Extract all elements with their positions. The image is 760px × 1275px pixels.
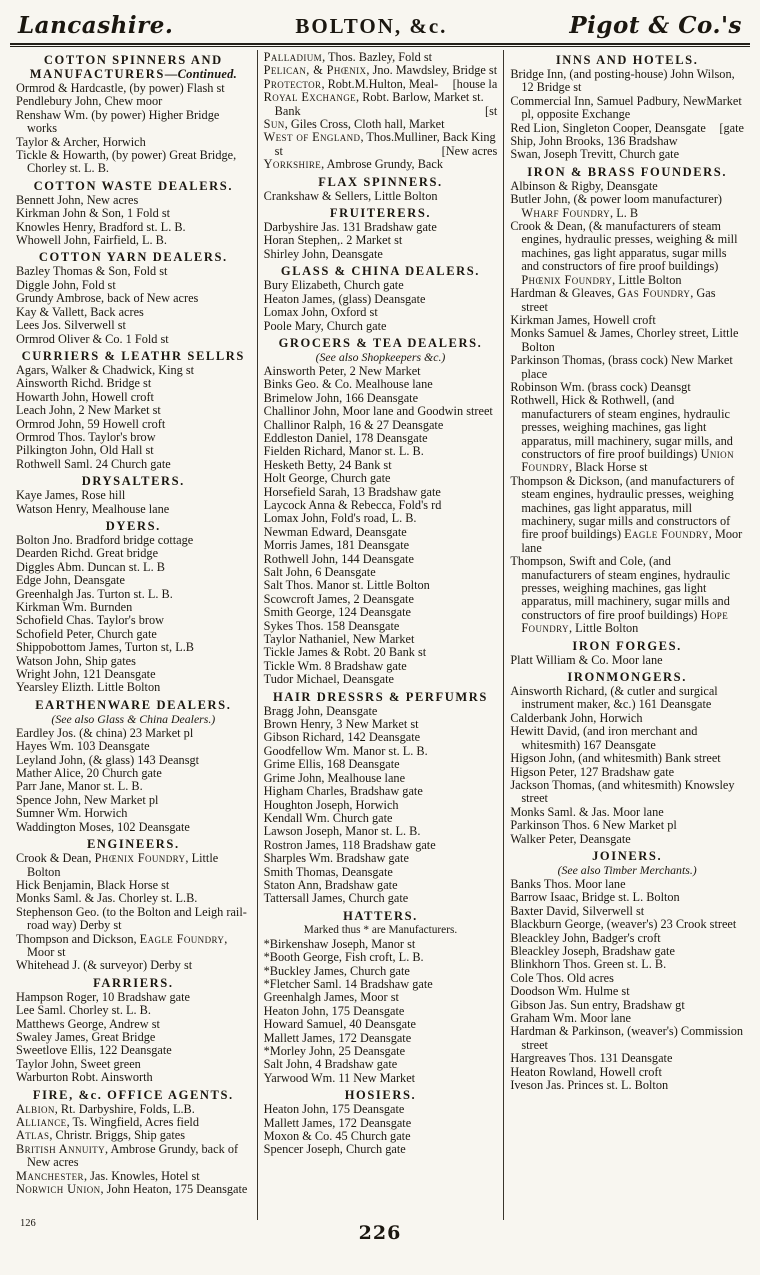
directory-entry: Rostron James, 118 Bradshaw gate <box>263 837 436 852</box>
directory-entry: Cole Thos. Old acres <box>510 970 614 985</box>
directory-entry: Salt John, 4 Bradshaw gate <box>263 1057 398 1072</box>
section-heading: GROCERS & TEA DEALERS. <box>278 335 483 350</box>
directory-entry: Shirley John, Deansgate <box>263 246 383 261</box>
directory-entry: Sykes Thos. 158 Deansgate <box>263 618 400 633</box>
directory-entry: Tickle & Howarth, (by power) Great Bridge, Chorley st. L. B. <box>16 148 237 176</box>
directory-section <box>16 53 251 176</box>
directory-entry: Doodson Wm. Hulme st <box>510 984 630 999</box>
section-heading: DYERS. <box>105 518 161 533</box>
directory-entry: Bazley Thomas & Son, Fold st <box>16 264 168 279</box>
directory-entry: Greenhalgh James, Moor st <box>263 990 399 1005</box>
directory-entry: Crook & Dean, Phœnix Foundry, Little Bolton <box>16 851 219 879</box>
directory-entry: Jackson Thomas, (and whitesmith) Knowsley street <box>510 777 735 806</box>
signature-mark: 126 <box>20 1218 36 1229</box>
directory-entry: Rothwell Saml. 24 Church gate <box>16 456 171 471</box>
directory-entry: Lawson Joseph, Manor st. L. B. <box>263 824 421 839</box>
section-heading: HOSIERS. <box>344 1088 417 1103</box>
directory-entry: Morris James, 181 Deansgate <box>263 538 410 553</box>
directory-entry: Iveson Jas. Princes st. L. Bolton <box>510 1078 669 1093</box>
directory-entry: Lees Jos. Silverwell st <box>16 318 126 333</box>
directory-entry: Dearden Richd. Great bridge <box>16 546 159 561</box>
directory-entry: Waddington Moses, 102 Deansgate <box>16 819 190 834</box>
directory-entry: Kendall Wm. Church gate <box>263 810 393 825</box>
directory-entry: Gibson Richard, 142 Deansgate <box>263 730 421 745</box>
directory-entry: Bury Elizabeth, Church gate <box>263 278 404 293</box>
directory-entry: Gibson Jas. Sun entry, Bradshaw gt <box>510 997 685 1012</box>
directory-entry: Monks Samuel & James, Chorley street, Little Bolton <box>510 326 739 354</box>
directory-entry: Ainsworth Richd. Bridge st <box>16 376 152 391</box>
directory-entry: Binks Geo. & Co. Mealhouse lane <box>263 377 433 392</box>
directory-entry: Pelican, & Phœnix, Jno. Mawdsley, Bridge st [house la <box>263 63 498 91</box>
directory-column-1 <box>10 50 257 1220</box>
directory-entry: Houghton Joseph, Horwich <box>263 797 399 812</box>
directory-entry: Robinson Wm. (brass cock) Deansgt <box>510 379 691 394</box>
directory-entry: Parr Jane, Manor st. L. B. <box>16 779 143 794</box>
section-heading: HATTERS. <box>343 908 418 923</box>
directory-entry: Mallett James, 172 Deansgate <box>263 1030 412 1045</box>
directory-section <box>510 53 744 162</box>
directory-entry: Thompson & Dickson, (and manufacturers of steam engines, hydraulic presses, weighing machines, gas light apparatus, mill machinery, sugar mills and constructors of fire proof buildings) Eagle Foundry, Moor lane <box>510 473 743 555</box>
section-heading: HAIR DRESSRS & PERFUMRS <box>273 689 488 704</box>
directory-entry: Grundy Ambrose, back of New acres <box>16 291 199 306</box>
directory-entry: Ainsworth Peter, 2 New Market <box>263 363 421 378</box>
directory-entry: Spencer Joseph, Church gate <box>263 1142 406 1157</box>
directory-entry: *Fletcher Saml. 14 Bradshaw gate <box>263 976 433 991</box>
section-heading: FRUITERERS. <box>329 206 432 221</box>
directory-section <box>264 690 498 906</box>
directory-entry: Higham Charles, Bradshaw gate <box>263 784 423 799</box>
directory-entry: Norwich Union, John Heaton, 175 Deansgate <box>16 1182 248 1197</box>
directory-entry: Thompson and Dickson, Eagle Foundry, Moor st <box>16 931 228 959</box>
directory-entry: Albion, Rt. Darbyshire, Folds, L.B. <box>16 1101 195 1116</box>
directory-entry: Spence John, New Market pl <box>16 792 159 807</box>
directory-entry: Staton Ann, Bradshaw gate <box>263 877 398 892</box>
directory-entry: Horan Stephen,. 2 Market st <box>263 233 403 248</box>
directory-section <box>510 849 744 1093</box>
directory-entry: Brown Henry, 3 New Market st <box>263 717 419 732</box>
directory-entry: Eddleston Daniel, 178 Deansgate <box>263 430 428 445</box>
directory-entry: Grime John, Mealhouse lane <box>263 770 406 785</box>
directory-entry: Whowell John, Fairfield, L. B. <box>16 233 167 248</box>
directory-entry: Hewitt David, (and iron merchant and whitesmith) 167 Deansgate <box>510 724 698 752</box>
directory-entry: Higson John, (and whitesmith) Bank street <box>510 751 721 766</box>
directory-entry: Banks Thos. Moor lane <box>510 876 626 891</box>
directory-entry: Kaye James, Rose hill <box>16 488 126 503</box>
section-heading: IRON & BRASS FOUNDERS. <box>527 164 728 179</box>
directory-entry: Pendlebury John, Chew moor <box>16 94 163 109</box>
directory-entry: Fielden Richard, Manor st. L. B. <box>263 444 424 459</box>
directory-entry: Moxon & Co. 45 Church gate <box>263 1129 411 1144</box>
directory-entry: Bragg John, Deansgate <box>263 703 378 718</box>
directory-entry: Yorkshire, Ambrose Grundy, Back <box>263 157 443 172</box>
directory-entry: Hardman & Parkinson, (weaver's) Commission street <box>510 1024 744 1052</box>
section-heading: INNS AND HOTELS. <box>555 53 699 67</box>
directory-section <box>264 1088 498 1157</box>
directory-entry: Ainsworth Richard, (& cutler and surgical instrument maker, &c.) 161 Deansgate <box>510 684 718 712</box>
directory-entry: Palladium, Thos. Bazley, Fold st <box>263 50 433 64</box>
directory-entry: Knowles Henry, Bradford st. L. B. <box>16 219 186 234</box>
directory-entry: Ship, John Brooks, 136 Bradshaw <box>510 134 678 149</box>
directory-entry: Butler John, (& power loom manufacturer) Wharf Foundry, L. B <box>510 192 723 220</box>
section-heading: GLASS & CHINA DEALERS. <box>280 264 481 279</box>
directory-entry: Brimelow John, 166 Deansgate <box>263 390 419 405</box>
directory-entry: Warburton Robt. Ainsworth <box>16 1070 153 1085</box>
directory-entry: Taylor Nathaniel, New Market <box>263 632 415 647</box>
directory-entry: Lomax John, Fold's road, L. B. <box>263 511 417 526</box>
directory-section <box>16 698 251 834</box>
county-title: Lancashire. <box>18 12 174 39</box>
directory-entry: *Buckley James, Church gate <box>263 963 410 978</box>
directory-entry: Sumner Wm. Horwich <box>16 806 128 821</box>
section-heading: COTTON YARN DEALERS. <box>38 250 228 265</box>
page-title: BOLTON, &c. <box>295 14 448 38</box>
section-heading: FIRE, &c. OFFICE AGENTS. <box>32 1087 234 1102</box>
directory-entry: Hayes Wm. 103 Deansgate <box>16 739 150 754</box>
section-heading: IRON FORGES. <box>572 638 682 653</box>
directory-section <box>16 519 251 695</box>
directory-entry: Alliance, Ts. Wingfield, Acres field <box>16 1115 199 1129</box>
directory-columns <box>10 50 750 1220</box>
directory-entry: Ormrod Thos. Taylor's brow <box>16 429 156 444</box>
directory-entry: Atlas, Christr. Briggs, Ship gates <box>16 1128 186 1143</box>
section-heading: COTTON WASTE DEALERS. <box>33 178 234 193</box>
directory-entry: Kirkman John & Son, 1 Fold st <box>16 206 171 221</box>
directory-entry: Ormrod John, 59 Howell croft <box>16 416 166 431</box>
section-heading: FARRIERS. <box>93 975 174 990</box>
directory-section <box>16 349 251 471</box>
directory-entry: Sharples Wm. Bradshaw gate <box>263 851 409 866</box>
directory-entry: Agars, Walker & Chadwick, King st <box>16 362 195 377</box>
directory-section <box>16 474 251 516</box>
directory-section <box>264 336 498 687</box>
directory-entry: Hampson Roger, 10 Bradshaw gate <box>16 989 191 1004</box>
directory-entry: Swan, Joseph Trevitt, Church gate <box>510 147 680 162</box>
section-heading: JOINERS. <box>592 848 663 863</box>
directory-entry: Newman Edward, Deansgate <box>263 524 407 539</box>
directory-entry: Hick Benjamin, Black Horse st <box>16 877 170 892</box>
directory-section <box>510 670 744 846</box>
directory-entry: Blinkhorn Thos. Green st. L. B. <box>510 957 667 972</box>
directory-section <box>264 51 498 172</box>
directory-section <box>264 175 498 203</box>
directory-section <box>264 909 498 1085</box>
section-heading: DRYSALTERS. <box>81 474 185 489</box>
directory-entry: Parkinson Thomas, (brass cock) New Market place <box>510 353 733 381</box>
masthead <box>10 8 750 41</box>
section-note: Marked thus * are Manufacturers. <box>303 923 458 936</box>
directory-entry: Baxter David, Silverwell st <box>510 903 645 918</box>
directory-section <box>16 1088 251 1197</box>
directory-entry: Sweetlove Ellis, 122 Deansgate <box>16 1043 172 1058</box>
directory-entry: Rothwell John, 144 Deansgate <box>263 551 414 566</box>
directory-entry: Kirkman James, Howell croft <box>510 312 656 327</box>
directory-entry: Greenhalgh Jas. Turton st. L. B. <box>16 586 173 601</box>
directory-entry: *Birkenshaw Joseph, Manor st <box>263 936 416 951</box>
directory-entry: Swaley James, Great Bridge <box>16 1029 156 1044</box>
directory-entry: Tickle James & Robt. 20 Bank st <box>263 645 427 660</box>
directory-entry: Mather Alice, 20 Church gate <box>16 766 162 781</box>
directory-entry: Bleackley Joseph, Bradshaw gate <box>510 943 675 958</box>
directory-entry: Challinor Ralph, 16 & 27 Deansgate <box>263 417 444 432</box>
section-heading: CURRIERS & LEATHR SELLRS <box>21 348 245 363</box>
directory-entry: Wright John, 121 Deansgate <box>16 667 156 682</box>
directory-entry: British Annuity, Ambrose Grundy, back of New acres <box>16 1141 239 1170</box>
directory-column-3 <box>503 50 750 1220</box>
directory-entry: Heaton Rowland, Howell croft <box>510 1064 662 1079</box>
directory-section <box>16 179 251 248</box>
directory-entry: Eardley Jos. (& china) 23 Market pl <box>16 725 194 740</box>
section-note: (See also Glass & China Dealers.) <box>51 711 216 726</box>
directory-entry: Renshaw Wm. (by power) Higher Bridge works <box>16 107 220 136</box>
directory-entry: Monks Saml. & Jas. Moor lane <box>510 804 664 819</box>
directory-entry: Yarwood Wm. 11 New Market <box>263 1070 416 1085</box>
page-number: 226 <box>358 1222 402 1244</box>
directory-entry: Blackburn George, (weaver's) 23 Crook street <box>510 917 737 932</box>
directory-entry: Taylor & Archer, Horwich <box>16 134 146 149</box>
directory-entry: Manchester, Jas. Knowles, Hotel st <box>16 1168 200 1183</box>
directory-column-2 <box>257 50 504 1220</box>
directory-entry: Tudor Michael, Deansgate <box>263 672 394 687</box>
directory-entry: Diggle John, Fold st <box>16 277 116 292</box>
directory-section <box>510 165 744 636</box>
directory-entry: Heaton John, 175 Deansgate <box>263 1102 405 1117</box>
directory-entry: Heaton John, 175 Deansgate <box>263 1003 405 1018</box>
directory-entry: Bolton Jno. Bradford bridge cottage <box>16 532 194 547</box>
directory-entry: Schofield Peter, Church gate <box>16 626 157 641</box>
directory-entry: Stephenson Geo. (to the Bolton and Leigh rail-road way) Derby st <box>16 904 247 933</box>
directory-entry: Crankshaw & Sellers, Little Bolton <box>263 188 438 203</box>
directory-entry: West of England, Thos.Mulliner, Back King st [New acres <box>263 130 498 158</box>
directory-entry: Bleackley John, Badger's croft <box>510 930 661 945</box>
section-heading: COTTON SPINNERS AND MANUFACTURERS—Continued. <box>29 53 237 81</box>
directory-entry: Platt William & Co. Moor lane <box>510 652 663 667</box>
directory-entry: Barrow Isaac, Bridge st. L. Bolton <box>510 890 680 905</box>
section-note: (See also Timber Merchants.) <box>557 862 697 877</box>
directory-section <box>264 206 498 261</box>
directory-entry: Lomax John, Oxford st <box>263 305 378 320</box>
directory-entry: Tattersall James, Church gate <box>263 891 409 906</box>
directory-entry: Salt Thos. Manor st. Little Bolton <box>263 578 430 593</box>
directory-entry: *Booth George, Fish croft, L. B. <box>263 950 424 965</box>
directory-entry: Matthews George, Andrew st <box>16 1016 160 1031</box>
directory-entry: Shippobottom James, Turton st, L.B <box>16 640 194 655</box>
directory-entry: Crook & Dean, (& manufacturers of steam engines, hydraulic presses, weighing & mill machines, gas light apparatus, sugar mills and constructors of fire proof buildings) Phœnix Foundry, Little Bolton <box>510 219 738 287</box>
header-rule <box>10 43 750 47</box>
directory-entry: Salt John, 6 Deansgate <box>263 565 376 579</box>
directory-entry: Hardman & Gleaves, Gas Foundry, Gas street <box>510 286 716 314</box>
directory-entry: Ormrod & Hardcastle, (by power) Flash st <box>16 81 225 95</box>
directory-entry: Red Lion, Singleton Cooper, Deansgate [gate <box>510 120 744 135</box>
page-footer <box>10 1220 750 1275</box>
section-heading: ENGINEERS. <box>86 837 180 852</box>
directory-entry: Rothwell, Hick & Rothwell, (and manufacturers of steam engines, hydraulic presses, weighing machines, gas light apparatus, mill machinery, sugar mills, and constructors of fire proof buildings) Union Foundry, Black Horse st <box>510 393 734 475</box>
directory-entry: Lee Saml. Chorley st. L. B. <box>16 1003 151 1018</box>
section-heading: IRONMONGERS. <box>567 670 687 685</box>
directory-entry: Calderbank John, Horwich <box>510 710 643 725</box>
directory-entry: Commercial Inn, Samuel Padbury, NewMarket pl, opposite Exchange <box>510 93 742 122</box>
directory-entry: Heaton James, (glass) Deansgate <box>263 291 426 306</box>
directory-entry: Howarth John, Howell croft <box>16 389 154 404</box>
directory-section <box>16 837 251 973</box>
directory-section <box>16 976 251 1085</box>
section-note: (See also Shopkeepers &c.) <box>315 349 446 364</box>
directory-entry: Challinor John, Moor lane and Goodwin street <box>263 404 493 419</box>
directory-entry: Leyland John, (& glass) 143 Deansgt <box>16 752 200 767</box>
directory-entry: Bridge Inn, (and posting-house) John Wilson, 12 Bridge st <box>510 67 735 95</box>
directory-entry: Scowcroft James, 2 Deansgate <box>263 591 414 606</box>
directory-entry: Smith Thomas, Deansgate <box>263 864 393 879</box>
directory-entry: Holt George, Church gate <box>263 471 391 486</box>
directory-entry: Thompson, Swift and Cole, (and manufacturers of steam engines, hydraulic presses, weighing machines, gas light apparatus, mill machinery, sugar mills and constructors of fire proof buildings) Hope Foundry, Little Bolton <box>510 554 730 636</box>
directory-entry: Howard Samuel, 40 Deansgate <box>263 1017 416 1032</box>
directory-section <box>510 639 744 667</box>
directory-entry: Whitehead J. (& surveyor) Derby st <box>16 958 193 973</box>
directory-entry: Albinson & Rigby, Deansgate <box>510 178 658 193</box>
directory-entry: Monks Saml. & Jas. Chorley st. L.B. <box>16 891 198 906</box>
directory-entry: Schofield Chas. Taylor's brow <box>16 613 164 628</box>
directory-entry: Edge John, Deansgate <box>16 573 125 588</box>
directory-entry: Graham Wm. Moor lane <box>510 1011 631 1025</box>
directory-entry: Diggles Abm. Duncan st. L. B <box>16 559 165 574</box>
directory-entry: Hesketh Betty, 24 Bank st <box>263 457 392 472</box>
directory-entry: Leach John, 2 New Market st <box>16 403 161 418</box>
section-heading: EARTHENWARE DEALERS. <box>35 697 232 712</box>
directory-entry: Protector, Robt.M.Hulton, Meal- <box>263 76 439 91</box>
directory-entry: Kirkman Wm. Burnden <box>16 600 133 614</box>
directory-entry: Parkinson Thos. 6 New Market pl <box>510 818 677 833</box>
directory-entry: *Morley John, 25 Deansgate <box>263 1044 406 1058</box>
directory-entry: Walker Peter, Deansgate <box>510 831 631 846</box>
directory-entry: Royal Exchange, Robt. Barlow, Market st. Bank [st <box>263 90 498 118</box>
directory-entry: Laycock Anna & Rebecca, Fold's rd <box>263 497 442 512</box>
directory-entry: Pilkington John, Old Hall st <box>16 443 154 458</box>
directory-entry: Horsefield Sarah, 13 Bradshaw gate <box>263 484 441 499</box>
directory-entry: Poole Mary, Church gate <box>263 318 387 333</box>
directory-entry: Ormrod Oliver & Co. 1 Fold st <box>16 331 169 346</box>
directory-entry: Higson Peter, 127 Bradshaw gate <box>510 764 675 779</box>
directory-entry: Sun, Giles Cross, Cloth hall, Market <box>263 117 445 132</box>
directory-entry: Watson John, Ship gates <box>16 653 136 668</box>
directory-entry: Watson Henry, Mealhouse lane <box>16 501 170 516</box>
directory-entry: Hargreaves Thos. 131 Deansgate <box>510 1051 673 1066</box>
directory-entry: Bennett John, New acres <box>16 192 139 207</box>
directory-section <box>16 250 251 345</box>
directory-entry: Goodfellow Wm. Manor st. L. B. <box>263 743 428 758</box>
directory-entry: Taylor John, Sweet green <box>16 1056 141 1071</box>
directory-entry: Tickle Wm. 8 Bradshaw gate <box>263 658 407 673</box>
directory-entry: Darbyshire Jas. 131 Bradshaw gate <box>263 220 437 235</box>
directory-entry: Mallett James, 172 Deansgate <box>263 1115 412 1130</box>
section-heading: FLAX SPINNERS. <box>318 174 443 189</box>
directory-entry: Grime Ellis, 168 Deansgate <box>263 757 400 772</box>
directory-entry: Smith George, 124 Deansgate <box>263 605 411 620</box>
directory-section <box>264 264 498 333</box>
publisher-title: Pigot & Co.'s <box>569 12 742 39</box>
directory-entry: Yearsley Elizth. Little Bolton <box>16 680 161 695</box>
directory-entry: Kay & Vallett, Back acres <box>16 304 144 319</box>
